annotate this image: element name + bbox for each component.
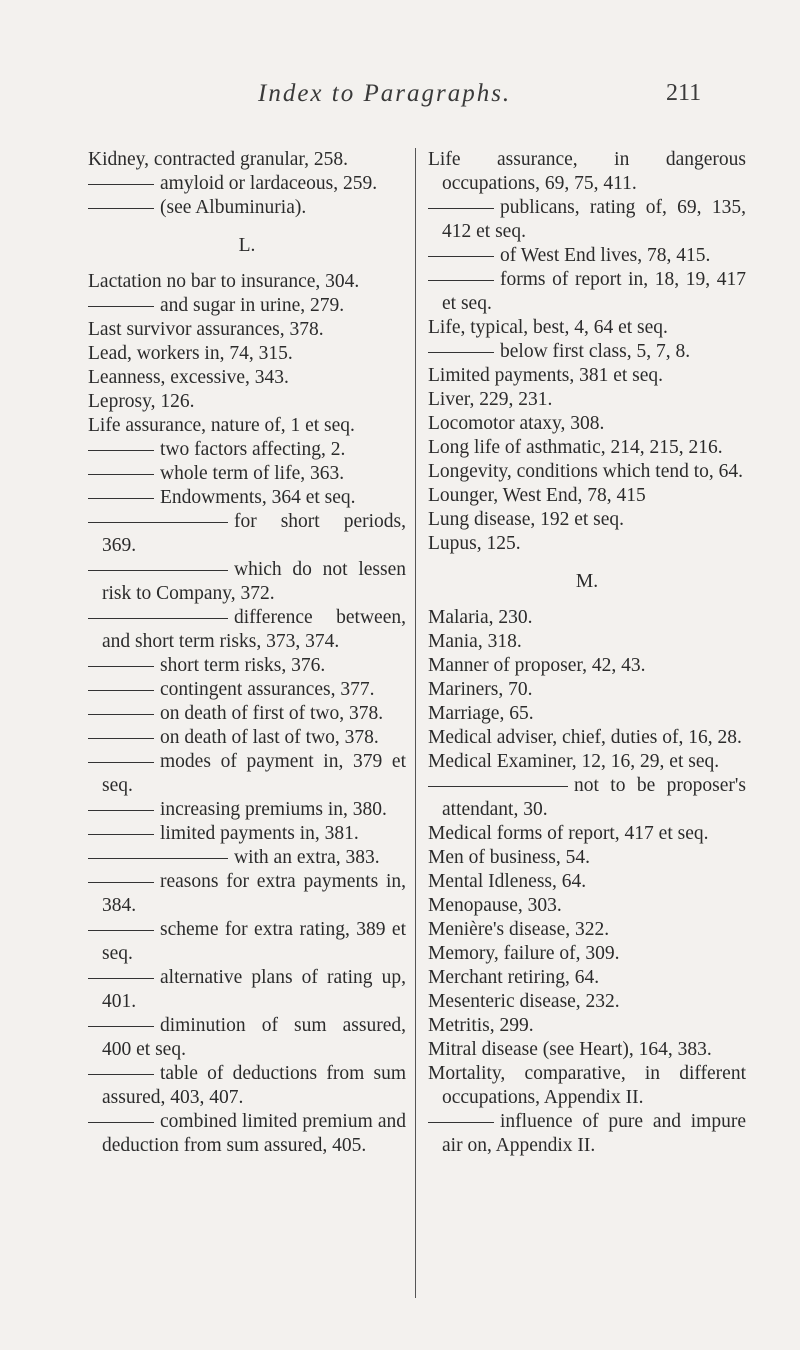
entry-text: Marriage, 65. [428,703,534,724]
index-entry [428,702,746,726]
entry-text: Long life of asthmatic, 214, 215, 216. [428,437,723,458]
entry-text: Lupus, 125. [428,533,521,554]
index-subentry [88,294,406,318]
ditto-dash [88,208,154,209]
entry-text: on death of first of two, 378. [160,703,384,724]
index-subentry [428,196,746,244]
entry-text: combined limited premium and deduction from sum assured, 405. [102,1111,406,1156]
index-subentry [88,654,406,678]
index-subentry [88,1110,406,1158]
entry-text: modes of payment in, 379 et seq. [102,751,406,796]
entry-text: difference between, and short term risks, 373, 374. [102,607,406,652]
index-subentry [88,486,406,510]
ditto-dash [88,690,154,691]
entry-text: Lead, workers in, 74, 315. [88,343,293,364]
entry-text: not to be proposer's attendant, 30. [442,775,746,820]
entry-text: publicans, rating of, 69, 135, 412 et seq. [442,197,746,242]
ditto-dash [88,498,154,499]
entry-text: with an extra, 383. [234,847,380,868]
index-subentry [88,438,406,462]
index-entry [88,366,406,390]
index-subentry [88,462,406,486]
page-number: 211 [666,80,702,106]
entry-text: contingent assurances, 377. [160,679,375,700]
index-subentry [88,678,406,702]
index-entry [428,412,746,436]
ditto-dash [88,474,154,475]
entry-text: Mortality, comparative, in different occupations, Appendix II. [428,1063,746,1108]
index-subentry [88,172,406,196]
entry-text: Lounger, West End, 78, 415 [428,485,646,506]
index-entry [428,532,746,556]
index-entry [428,508,746,532]
index-subentry [88,702,406,726]
index-entry [428,436,746,460]
entry-text: Mania, 318. [428,631,522,652]
index-subentry [428,244,746,268]
entry-text: whole term of life, 363. [160,463,345,484]
entry-text: Limited payments, 381 et seq. [428,365,664,386]
ditto-dash [88,1122,154,1123]
index-entry [88,270,406,294]
entry-text: limited payments in, 381. [160,823,359,844]
ditto-dash [88,810,154,811]
entry-text: Lactation no bar to insurance, 304. [88,271,360,292]
index-subentry [428,1110,746,1158]
index-entry [428,388,746,412]
index-subentry [428,340,746,364]
entry-text: on death of last of two, 378. [160,727,379,748]
index-subentry [88,750,406,798]
ditto-dash [88,930,154,931]
ditto-dash [88,666,154,667]
entry-text: Endowments, 364 et seq. [160,487,356,508]
ditto-dash [88,184,154,185]
entry-text: Locomotor ataxy, 308. [428,413,605,434]
ditto-dash [88,714,154,715]
ditto-dash [88,978,154,979]
ditto-dash [88,570,228,571]
index-entry [428,870,746,894]
index-entry [428,990,746,1014]
index-column-left [88,148,406,1158]
entry-text: M. [575,571,599,592]
ditto-dash [88,306,154,307]
index-entry [88,390,406,414]
entry-text: influence of pure and impure air on, Appendix II. [442,1111,746,1156]
entry-text: for short periods, 369. [102,511,406,556]
index-subentry [428,268,746,316]
ditto-dash [428,256,494,257]
entry-text: Menière's disease, 322. [428,919,610,940]
index-subentry [88,1062,406,1110]
section-letter [428,570,746,594]
index-subentry [88,726,406,750]
index-entry [428,606,746,630]
column-divider [415,148,416,1298]
index-subentry [88,846,406,870]
entry-text: Merchant retiring, 64. [428,967,600,988]
index-subentry [88,606,406,654]
index-entry [428,726,746,750]
entry-text: Kidney, contracted granular, 258. [88,149,349,170]
index-subentry [88,918,406,966]
entry-text: alternative plans of rating up, 401. [102,967,406,1012]
entry-text: amyloid or lardaceous, 259. [160,173,378,194]
index-subentry [88,798,406,822]
index-entry [428,942,746,966]
entry-text: Leprosy, 126. [88,391,195,412]
index-entry [428,630,746,654]
ditto-dash [88,618,228,619]
ditto-dash [88,1074,154,1075]
entry-text: Mesenteric disease, 232. [428,991,620,1012]
index-entry [88,342,406,366]
index-entry [428,822,746,846]
entry-text: Life assurance, nature of, 1 et seq. [88,415,355,436]
entry-text: reasons for extra payments in, 384. [102,871,406,916]
ditto-dash [428,280,494,281]
entry-text: Men of business, 54. [428,847,590,868]
entry-text: Medical Examiner, 12, 16, 29, et seq. [428,751,720,772]
ditto-dash [88,882,154,883]
entry-text: (see Albuminuria). [160,197,307,218]
index-subentry [88,196,406,220]
entry-text: which do not lessen risk to Company, 372. [102,559,406,604]
index-subentry [428,774,746,822]
ditto-dash [88,762,154,763]
entry-text: Leanness, excessive, 343. [88,367,289,388]
entry-text: Lung disease, 192 et seq. [428,509,625,530]
entry-text: Metritis, 299. [428,1015,534,1036]
index-entry [428,966,746,990]
entry-text: Medical forms of report, 417 et seq. [428,823,709,844]
entry-text: Longevity, conditions which tend to, 64. [428,461,744,482]
section-letter [88,234,406,258]
entry-text: Last survivor assurances, 378. [88,319,324,340]
index-entry [428,654,746,678]
entry-text: Mental Idleness, 64. [428,871,587,892]
index-entry [428,1062,746,1110]
index-entry [428,484,746,508]
entry-text: Malaria, 230. [428,607,533,628]
ditto-dash [88,450,154,451]
entry-text: diminution of sum assured, 400 et seq. [102,1015,406,1060]
ditto-dash [428,352,494,353]
entry-text: two factors affecting, 2. [160,439,346,460]
index-entry [428,846,746,870]
index-entry [88,318,406,342]
index-entry [88,414,406,438]
entry-text: L. [238,235,256,256]
index-entry [428,460,746,484]
entry-text: Medical adviser, chief, duties of, 16, 28. [428,727,742,748]
index-subentry [88,510,406,558]
entry-text: Mitral disease (see Heart), 164, 383. [428,1039,712,1060]
entry-text: scheme for extra rating, 389 et seq. [102,919,406,964]
entry-text: increasing premiums in, 380. [160,799,387,820]
entry-text: of West End lives, 78, 415. [500,245,711,266]
ditto-dash [428,208,494,209]
entry-text: Liver, 229, 231. [428,389,553,410]
index-subentry [88,966,406,1014]
index-subentry [88,1014,406,1062]
index-subentry [88,822,406,846]
index-entry [428,750,746,774]
ditto-dash [428,1122,494,1123]
entry-text: Life assurance, in dangerous occupations, 69, 75, 411. [428,149,746,194]
entry-text: below first class, 5, 7, 8. [500,341,691,362]
entry-text: Menopause, 303. [428,895,562,916]
entry-text: Life, typical, best, 4, 64 et seq. [428,317,668,338]
entry-text: short term risks, 376. [160,655,326,676]
ditto-dash [88,834,154,835]
index-entry [428,918,746,942]
index-column-right [428,148,746,1158]
index-entry [428,148,746,196]
entry-text: table of deductions from sum assured, 403, 407. [102,1063,406,1108]
index-entry [88,148,406,172]
ditto-dash [88,858,228,859]
ditto-dash [88,738,154,739]
entry-text: Mariners, 70. [428,679,533,700]
entry-text: Manner of proposer, 42, 43. [428,655,646,676]
index-entry [428,364,746,388]
running-header: Index to Paragraphs. [258,80,512,107]
index-entry [428,678,746,702]
entry-text: forms of report in, 18, 19, 417 et seq. [442,269,746,314]
index-subentry [88,558,406,606]
ditto-dash [428,786,568,787]
index-entry [428,894,746,918]
index-entry [428,1014,746,1038]
ditto-dash [88,1026,154,1027]
index-entry [428,1038,746,1062]
index-subentry [88,870,406,918]
entry-text: and sugar in urine, 279. [160,295,345,316]
index-entry [428,316,746,340]
ditto-dash [88,522,228,523]
entry-text: Memory, failure of, 309. [428,943,620,964]
